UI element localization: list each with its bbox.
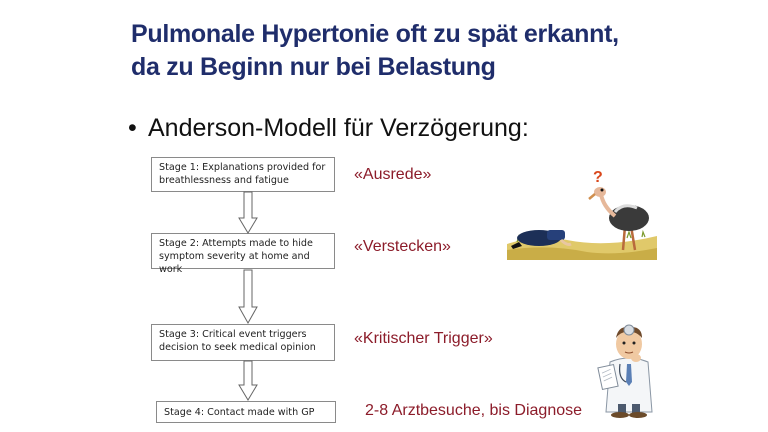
- stage-4-line-1: Stage 4: Contact made with GP: [164, 407, 315, 418]
- stage-3-line-1: Stage 3: Critical event triggers: [159, 329, 307, 340]
- annotation-verstecken: «Verstecken»: [354, 238, 451, 255]
- stage-1-box: [151, 157, 335, 192]
- slide-title-line-1: Pulmonale Hypertonie oft zu spät erkannt,: [131, 20, 619, 48]
- stage-3-box: [151, 324, 335, 361]
- stage-1-line-2: breathlessness and fatigue: [159, 175, 289, 186]
- down-arrow-1: [238, 192, 258, 234]
- bullet-text: Anderson-Modell für Verzögerung:: [148, 114, 529, 142]
- stage-2-box: [151, 233, 335, 275]
- stage-3-line-2: decision to seek medical opinion: [159, 342, 316, 353]
- slide-title: [131, 18, 751, 84]
- stage-2-line-2: symptom severity at home and work: [159, 251, 310, 275]
- doctor-cartoon-image: [596, 316, 662, 418]
- down-arrow-2: [238, 270, 258, 324]
- bullet-point: [128, 114, 529, 143]
- stage-4-box: [156, 401, 336, 423]
- down-arrow-3: [238, 361, 258, 401]
- bullet-dot: •: [128, 114, 137, 142]
- question-mark-icon: ?: [593, 169, 603, 186]
- annotation-ausrede: «Ausrede»: [354, 166, 432, 183]
- annotation-arztbesuche: 2-8 Arztbesuche, bis Diagnose: [365, 402, 583, 419]
- stage-1-line-1: Stage 1: Explanations provided for: [159, 162, 326, 173]
- slide-title-line-2: da zu Beginn nur bei Belastung: [131, 53, 496, 81]
- ostrich-cartoon-image: [507, 166, 657, 260]
- annotation-kritischer-trigger: «Kritischer Trigger»: [354, 330, 493, 347]
- stage-2-line-1: Stage 2: Attempts made to hide: [159, 238, 313, 249]
